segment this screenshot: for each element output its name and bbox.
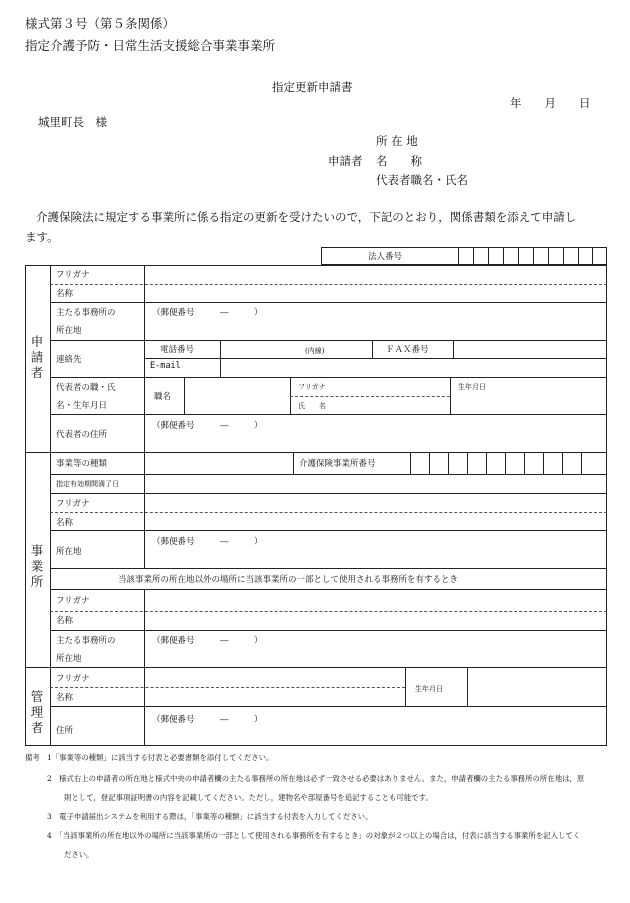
- notes-label: 備考: [25, 753, 40, 762]
- manager-address-label: 住所: [56, 726, 74, 736]
- form-subtitle: 指定介護予防・日常生活支援総合事業事業所: [25, 38, 276, 53]
- office-name-label: 名称: [56, 518, 74, 528]
- note-4-cont: ださい。: [64, 850, 94, 859]
- business-type-label: 事業等の種類: [56, 459, 108, 469]
- name-label: 名 称: [376, 154, 422, 168]
- insurance-number-label: 介護保険事業所番号: [299, 459, 376, 469]
- section-applicant: 申請者: [29, 335, 44, 382]
- form-number: 様式第３号（第５条関係）: [25, 16, 176, 31]
- fax-label: ＦＡＸ番号: [386, 345, 429, 355]
- extension-label: (内線): [305, 347, 325, 355]
- representative-label: 代表者職名・氏名: [376, 173, 468, 187]
- note-2: 2 様式右上の申請者の所在地と様式中央の申請者欄の主たる事務所の所在地は必ず一致させる必要はありません。また，申請者欄の主たる事務所の所在地は，原: [47, 774, 585, 783]
- rep-name-label: 氏 名: [298, 402, 326, 410]
- note-1: 1「事業等の種類」に該当する付表と必要書類を添付してください。: [47, 753, 274, 762]
- manager-postal: （郵便番号 ― ）: [152, 715, 263, 725]
- corp-number-box: [321, 247, 607, 265]
- body-text: 介護保険法に規定する事業所に係る指定の更新を受けたいので，下記のとおり，関係書類を添えて申請し: [36, 210, 577, 224]
- date-line: 年 月 日: [510, 96, 591, 110]
- phone-label: 電話番号: [160, 345, 195, 355]
- manager-name-label: 名称: [56, 693, 74, 703]
- rep-label2: 名・生年月日: [56, 401, 108, 411]
- section-office: 事業所: [29, 544, 44, 591]
- other-addr-label2: 所在地: [56, 654, 82, 664]
- office-postal: （郵便番号 ― ）: [152, 537, 263, 547]
- address-label: 所 在 地: [376, 134, 418, 148]
- email-label: E-mail: [150, 361, 181, 371]
- contact-label: 連絡先: [56, 355, 82, 365]
- manager-furigana-label: フリガナ: [56, 674, 90, 684]
- body-text-cont: ます。: [25, 230, 59, 244]
- manager-birth-label: 生年月日: [415, 685, 443, 693]
- expiry-label: 指定有効期間満了日: [56, 480, 119, 488]
- rep-title-label: 職名: [154, 392, 172, 402]
- rep-address-label: 代表者の住所: [56, 430, 108, 440]
- other-name-label: 名称: [56, 616, 74, 626]
- note-4: 4 「当該事業所の所在地以外の場所に当該事業所の一部として使用される事務所を有するとき」の対象が２つ以上の場合は，付表に該当する事業所を記入してく: [47, 831, 581, 840]
- rep-furigana-label: フリガナ: [298, 383, 326, 391]
- addressee: 城里町長 様: [38, 115, 107, 129]
- other-addr-label: 主たる事務所の: [56, 636, 116, 646]
- other-postal: （郵便番号 ― ）: [152, 636, 263, 646]
- applicant-label: 申請者: [328, 154, 363, 168]
- note-2-cont: 則として，登記事項証明書の内容を記載してください。ただし，建物名や部屋番号を追記することも可能です。: [64, 793, 433, 802]
- applicant-name-label: 名称: [56, 289, 74, 299]
- office-furigana-label: フリガナ: [56, 499, 90, 509]
- other-furigana-label: フリガナ: [56, 596, 90, 606]
- other-office-heading: 当該事業所の所在地以外の場所に当該事業所の一部として使用される事務所を有するとき: [118, 575, 459, 585]
- rep-postal: （郵便番号 ― ）: [152, 421, 263, 431]
- applicant-office-addr-label: 主たる事務所の: [56, 308, 116, 318]
- office-location-label: 所在地: [56, 547, 82, 557]
- applicant-postal: （郵便番号 ― ）: [152, 308, 263, 318]
- note-3: 3 電子申請届出システムを利用する際は，「事業等の種類」に該当する付表を入力してください。: [47, 812, 373, 821]
- corp-number-label: 法人番号: [368, 252, 403, 262]
- rep-label: 代表者の職・氏: [56, 383, 116, 393]
- section-manager: 管理者: [29, 690, 44, 737]
- main-table: [25, 265, 607, 746]
- applicant-office-addr-label2: 所在地: [56, 326, 82, 336]
- applicant-furigana-label: フリガナ: [56, 270, 90, 280]
- page-title: 指定更新申請書: [272, 80, 353, 94]
- rep-birth-label: 生年月日: [458, 383, 486, 391]
